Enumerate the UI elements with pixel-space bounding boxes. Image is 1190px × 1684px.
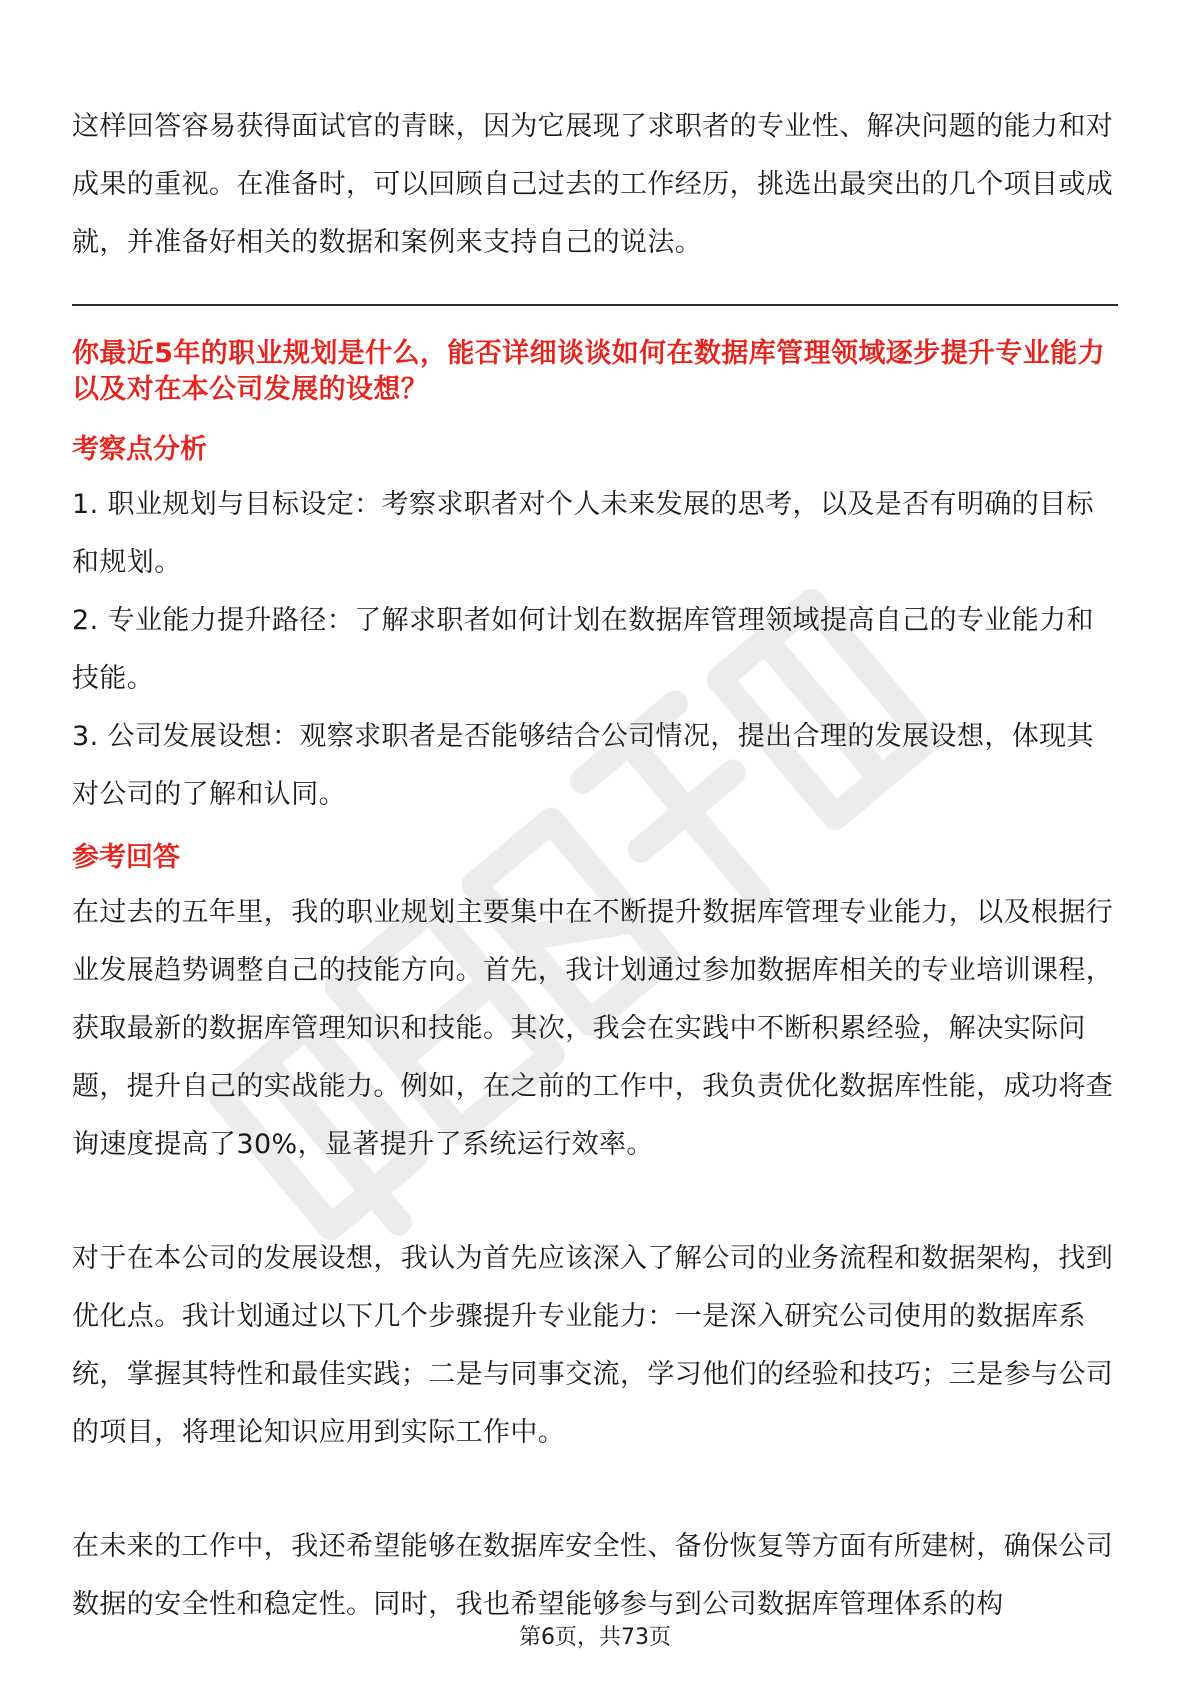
list-item: 3. 公司发展设想：观察求职者是否能够结合公司情况，提出合理的发展设想，体现其对公司的了解和认同。 (72, 721, 1094, 810)
section-divider (72, 304, 1118, 306)
page-number: 第6页，共73页 (519, 1625, 671, 1650)
analysis-heading: 考察点分析 (72, 434, 207, 465)
analysis-list (72, 476, 1118, 824)
list-item: 1. 职业规划与目标设定：考察求职者对个人未来发展的思考，以及是否有明确的目标和规划。 (72, 489, 1094, 578)
answer-paragraph: 在过去的五年里，我的职业规划主要集中在不断提升数据库管理专业能力，以及根据行业发展趋势调整自己的技能方向。首先，我计划通过参加数据库相关的专业培训课程，获取最新的数据库管理知识和技能。其次，我会在实践中不断积累经验，解决实际问题，提升自己的实战能力。例如，在之前的工作中，我负责优化数据库性能，成功将查询速度提高了30%，显著提升了系统运行效率。 (72, 897, 1114, 1160)
page-content (72, 98, 1118, 1634)
list-item: 2. 专业能力提升路径：了解求职者如何计划在数据库管理领域提高自己的专业能力和技能。 (72, 605, 1094, 694)
answer-heading: 参考回答 (72, 842, 180, 873)
answer-paragraph: 对于在本公司的发展设想，我认为首先应该深入了解公司的业务流程和数据架构，找到优化点。我计划通过以下几个步骤提升专业能力：一是深入研究公司使用的数据库系统，掌握其特性和最佳实践；二是与同事交流，学习他们的经验和技巧；三是参与公司的项目，将理论知识应用到实际工作中。 (72, 1243, 1114, 1448)
spacer (72, 824, 1118, 838)
intro-paragraph: 这样回答容易获得面试官的青睐，因为它展现了求职者的专业性、解决问题的能力和对成果的重视。在准备时，可以回顾自己过去的工作经历，挑选出最突出的几个项目或成就，并准备好相关的数据和案例来支持自己的说法。 (72, 111, 1114, 258)
answer-paragraph: 在未来的工作中，我还希望能够在数据库安全性、备份恢复等方面有所建树，确保公司数据的安全性和稳定性。同时，我也希望能够参与到公司数据库管理体系的构 (72, 1531, 1114, 1620)
interview-question: 你最近5年的职业规划是什么，能否详细谈谈如何在数据库管理领域逐步提升专业能力以及对在本公司发展的设想？ (72, 338, 1105, 405)
